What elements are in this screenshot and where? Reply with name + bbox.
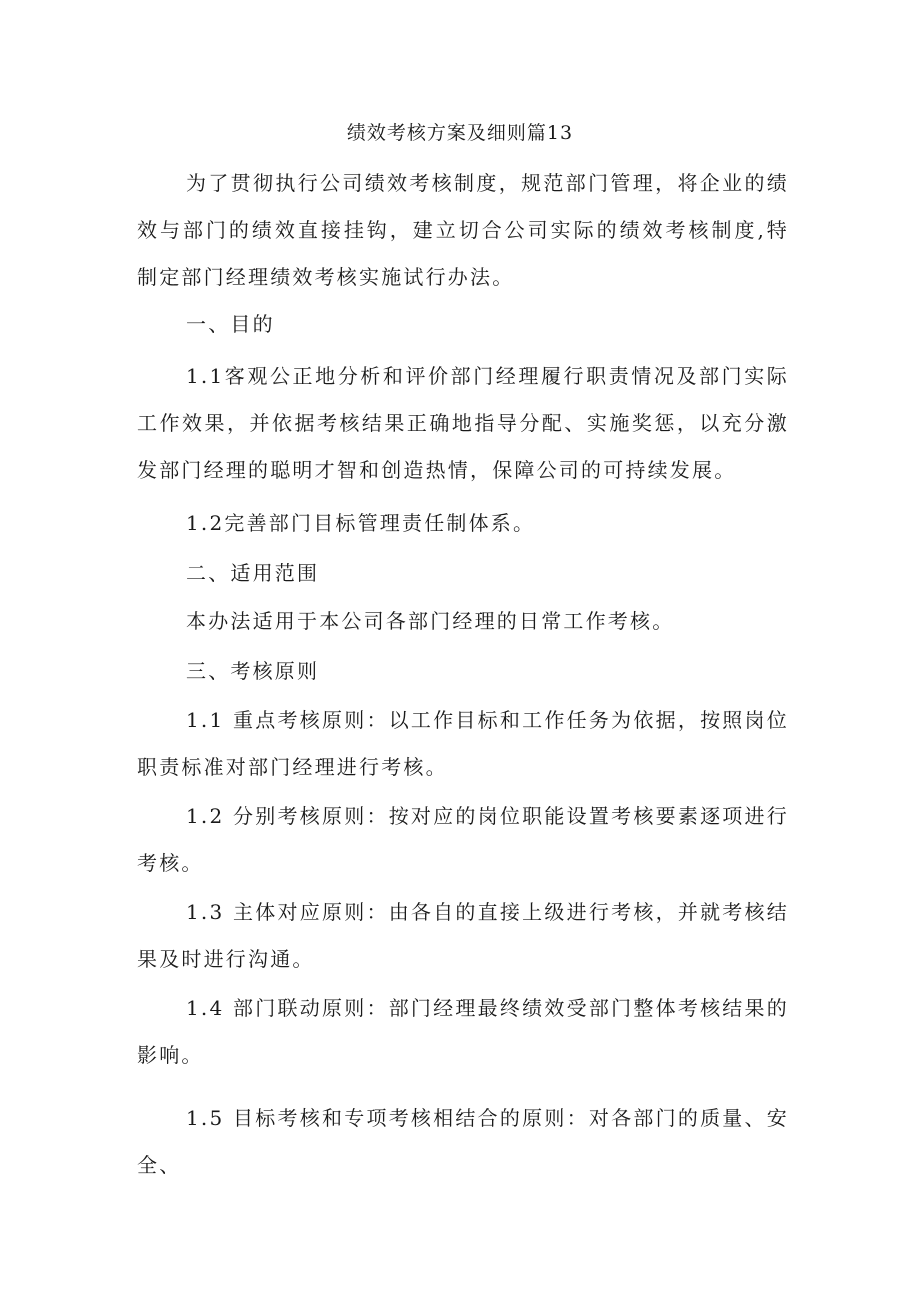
paragraph-1-2: 1.2完善部门目标管理责任制体系。 <box>186 511 536 535</box>
paragraph-principle-1: 1.1 重点考核原则：以工作目标和工作任务为依据，按照岗位职责标准对部门经理进行考核。 <box>137 708 789 779</box>
paragraph-intro: 为了贯彻执行公司绩效考核制度，规范部门管理，将企业的绩效与部门的绩效直接挂钩，建立切合公司实际的绩效考核制度,特制定部门经理绩效考核实施试行办法。 <box>137 171 789 289</box>
paragraph-principle-2: 1.2 分别考核原则：按对应的岗位职能设置考核要素逐项进行考核。 <box>137 804 789 875</box>
paragraph-principle-4: 1.4 部门联动原则：部门经理最终绩效受部门整体考核结果的影响。 <box>137 996 789 1067</box>
paragraph-scope: 本办法适用于本公司各部门经理的日常工作考核。 <box>186 609 675 633</box>
paragraph-principle-5: 1.5 目标考核和专项考核相结合的原则：对各部门的质量、安全、 <box>137 1106 789 1177</box>
paragraph-principle-3: 1.3 主体对应原则：由各自的直接上级进行考核，并就考核结果及时进行沟通。 <box>137 900 789 971</box>
heading-purpose: 一、目的 <box>186 312 275 336</box>
heading-scope: 二、适用范围 <box>186 561 320 585</box>
heading-principles: 三、考核原则 <box>186 659 320 683</box>
document-title: 绩效考核方案及细则篇13 <box>346 122 574 144</box>
paragraph-1-1: 1.1客观公正地分析和评价部门经理履行职责情况及部门实际工作效果，并依据考核结果正确地指导分配、实施奖惩，以充分激发部门经理的聪明才智和创造热情，保障公司的可持续发展。 <box>137 364 789 482</box>
